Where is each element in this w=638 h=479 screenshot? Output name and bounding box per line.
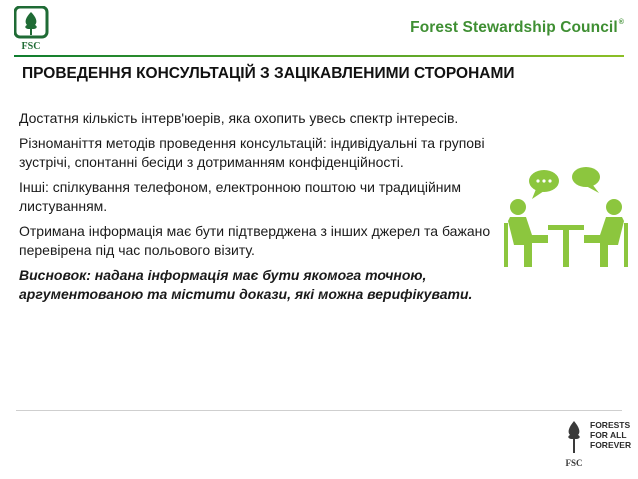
person-right-icon	[584, 199, 628, 267]
speech-bubble-right-icon	[572, 167, 600, 193]
paragraph-other-channels: Інші: спілкування телефоном, електронною поштою чи традиційним листуванням.	[19, 179, 461, 214]
table-icon	[548, 225, 584, 267]
person-left-icon	[504, 199, 548, 267]
brand-name	[410, 19, 624, 37]
body-text	[19, 109, 497, 310]
slide-title: ПРОВЕДЕННЯ КОНСУЛЬТАЦІЙ З ЗАЦІКАВЛЕНИМИ СТОРОНАМИ	[22, 65, 515, 82]
paragraph-interviewers: Достатня кількість інтерв'юерів, яка охопить увесь спектр інтересів.	[19, 110, 459, 126]
fsc-logo	[14, 6, 50, 52]
registered-mark: ®	[618, 19, 624, 26]
footer-logo-text: FSC	[565, 458, 583, 468]
paragraph-methods: Різноманіття методів проведення консультацій: індивідуальні та групові зустрічі, спонтанні бесіди з дотриманням конфіденційності.	[19, 135, 485, 170]
slogan-line: FOR ALL	[590, 430, 627, 440]
fsc-logo-text: FSC	[21, 41, 41, 52]
speech-bubble-left-icon	[529, 170, 559, 199]
slogan-line: FORESTS	[590, 420, 631, 430]
paragraph-conclusion: Висновок: надана інформація має бути якомога точною, аргументованою та містити докази, які можна верифікувати.	[19, 267, 473, 302]
footer-fsc-logo	[560, 417, 588, 469]
paragraph-verification: Отримана інформація має бути підтверджена з інших джерел та бажано перевірена під час польового візиту.	[19, 223, 491, 258]
brand-name-text: Forest Stewardship Council	[410, 19, 618, 36]
footer-slogan	[590, 420, 631, 450]
header-divider	[14, 55, 624, 57]
footer-divider	[16, 410, 622, 411]
conversation-illustration	[502, 163, 630, 271]
slogan-line: FOREVER	[590, 440, 632, 450]
